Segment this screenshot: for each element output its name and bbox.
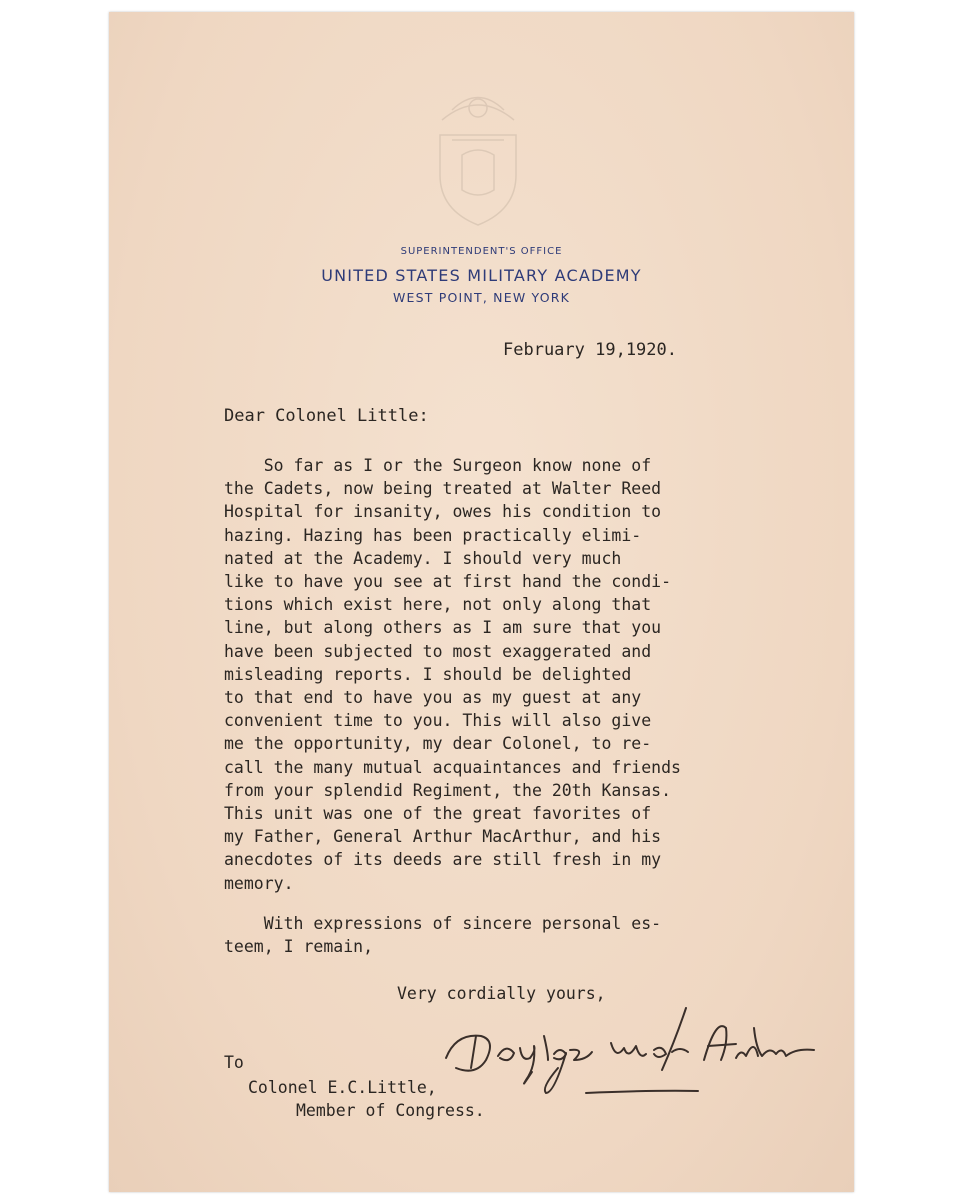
closing-line: teem, I remain,	[224, 937, 374, 957]
body-line: hazing. Hazing has been practically elimi-	[224, 525, 642, 545]
closing-paragraph	[224, 912, 661, 958]
letterhead-office: SUPERINTENDENT'S OFFICE	[400, 246, 563, 257]
body-line: line, but along others as I am sure that you	[224, 618, 662, 638]
body-line: anecdotes of its deeds are still fresh in my	[224, 850, 662, 870]
letter-date: February 19,1920.	[503, 340, 677, 360]
recipient-to: To	[224, 1053, 244, 1072]
signoff: Very cordially yours,	[397, 984, 606, 1003]
salutation: Dear Colonel Little:	[224, 406, 429, 426]
body-line: to that end to have you as my guest at any	[224, 688, 642, 708]
body-line: like to have you see at first hand the condi-	[224, 572, 672, 592]
body-line: memory.	[224, 873, 294, 893]
body-line: from your splendid Regiment, the 20th Kansas.	[224, 780, 672, 800]
body-line: misleading reports. I should be delighted	[224, 664, 632, 684]
letterhead-location: WEST POINT, NEW YORK	[392, 290, 571, 305]
academy-crest-icon	[422, 80, 534, 230]
recipient-name: Colonel E.C.Little,	[248, 1078, 437, 1097]
body-line: This unit was one of the great favorites of	[224, 804, 652, 824]
letter-body	[224, 454, 681, 895]
body-line: my Father, General Arthur MacArthur, and his	[224, 827, 662, 847]
recipient-title: Member of Congress.	[296, 1101, 485, 1120]
body-line: me the opportunity, my dear Colonel, to re-	[224, 734, 652, 754]
body-line: So far as I or the Surgeon know none of	[224, 456, 652, 475]
body-line: convenient time to you. This will also give	[224, 711, 652, 731]
body-line: call the many mutual acquaintances and friends	[224, 757, 681, 777]
body-line: have been subjected to most exaggerated and	[224, 641, 652, 661]
handwritten-signature	[436, 998, 826, 1098]
body-line: Hospital for insanity, owes his condition to	[224, 502, 662, 522]
body-line: the Cadets, now being treated at Walter Reed	[224, 479, 662, 499]
letterhead-institution: UNITED STATES MILITARY ACADEMY	[321, 266, 642, 285]
body-line: nated at the Academy. I should very much	[224, 548, 622, 568]
body-line: tions which exist here, not only along that	[224, 595, 652, 615]
closing-line: With expressions of sincere personal es-	[224, 914, 662, 933]
